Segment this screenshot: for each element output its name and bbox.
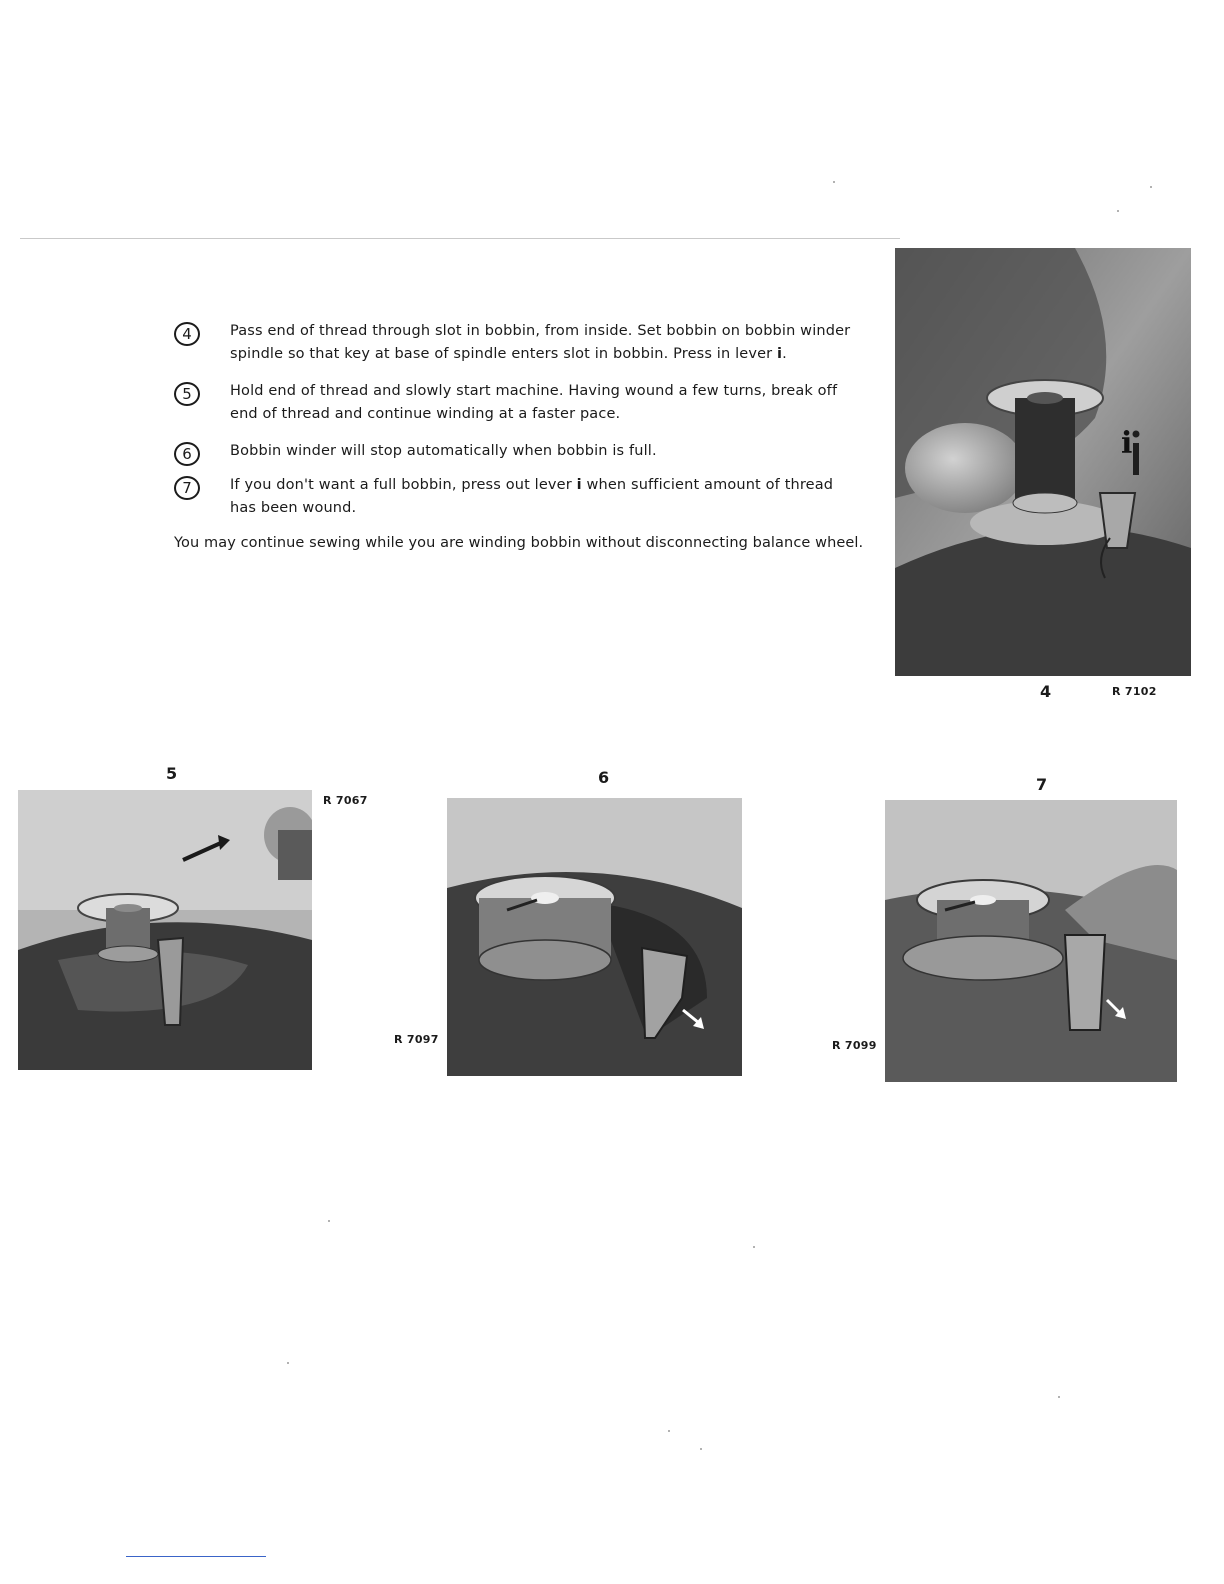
figure-7-illustration bbox=[885, 800, 1177, 1082]
figure-6-photo bbox=[447, 798, 742, 1076]
scan-edge-line bbox=[20, 238, 900, 239]
scan-speck bbox=[1117, 210, 1119, 212]
step-text: Bobbin winder will stop automatically when bobbin is full. bbox=[230, 443, 657, 459]
step-7 bbox=[174, 474, 854, 520]
figure-7-photo bbox=[885, 800, 1177, 1082]
step-text: If you don't want a full bobbin, press out lever i when sufficient amount of thread has been wound. bbox=[230, 477, 834, 516]
step-number-badge: 5 bbox=[174, 382, 200, 406]
figure-7-reference: R 7099 bbox=[832, 1039, 877, 1052]
step-4 bbox=[174, 320, 854, 366]
lever-label-i: i bbox=[1121, 426, 1133, 461]
scan-speck bbox=[328, 1220, 330, 1222]
step-number-badge: 4 bbox=[174, 322, 200, 346]
figure-4-number: 4 bbox=[1040, 682, 1052, 701]
figure-6-number: 6 bbox=[598, 768, 610, 787]
bottom-underline bbox=[126, 1556, 266, 1557]
step-number-badge: 7 bbox=[174, 476, 200, 500]
figure-4-photo bbox=[895, 248, 1191, 676]
step-5 bbox=[174, 380, 854, 426]
step-number-badge: 6 bbox=[174, 442, 200, 466]
scan-speck bbox=[753, 1246, 755, 1248]
scan-speck bbox=[700, 1448, 702, 1450]
scan-speck bbox=[668, 1430, 670, 1432]
scan-speck bbox=[833, 181, 835, 183]
figure-5-illustration bbox=[18, 790, 312, 1070]
step-text: Pass end of thread through slot in bobbin, from inside. Set bobbin on bobbin winder spindle so that key at base of spindle enters slot in bobbin. Press in lever i. bbox=[230, 323, 851, 362]
figure-4-reference: R 7102 bbox=[1112, 685, 1157, 698]
step-text: Hold end of thread and slowly start machine. Having wound a few turns, break off end of thread and continue winding at a faster pace. bbox=[230, 383, 838, 422]
figure-5-number: 5 bbox=[166, 764, 178, 783]
figure-7-number: 7 bbox=[1036, 775, 1048, 794]
figure-5-reference: R 7067 bbox=[323, 794, 368, 807]
step-6 bbox=[174, 440, 854, 466]
scan-speck bbox=[287, 1362, 289, 1364]
scan-speck bbox=[1058, 1396, 1060, 1398]
figure-4-illustration bbox=[895, 248, 1191, 676]
figure-6-illustration bbox=[447, 798, 742, 1076]
scan-speck bbox=[1150, 186, 1152, 188]
figure-5-photo bbox=[18, 790, 312, 1070]
continue-sewing-note: You may continue sewing while you are winding bobbin without disconnecting balance wheel. bbox=[174, 535, 864, 551]
figure-6-reference: R 7097 bbox=[394, 1033, 439, 1046]
